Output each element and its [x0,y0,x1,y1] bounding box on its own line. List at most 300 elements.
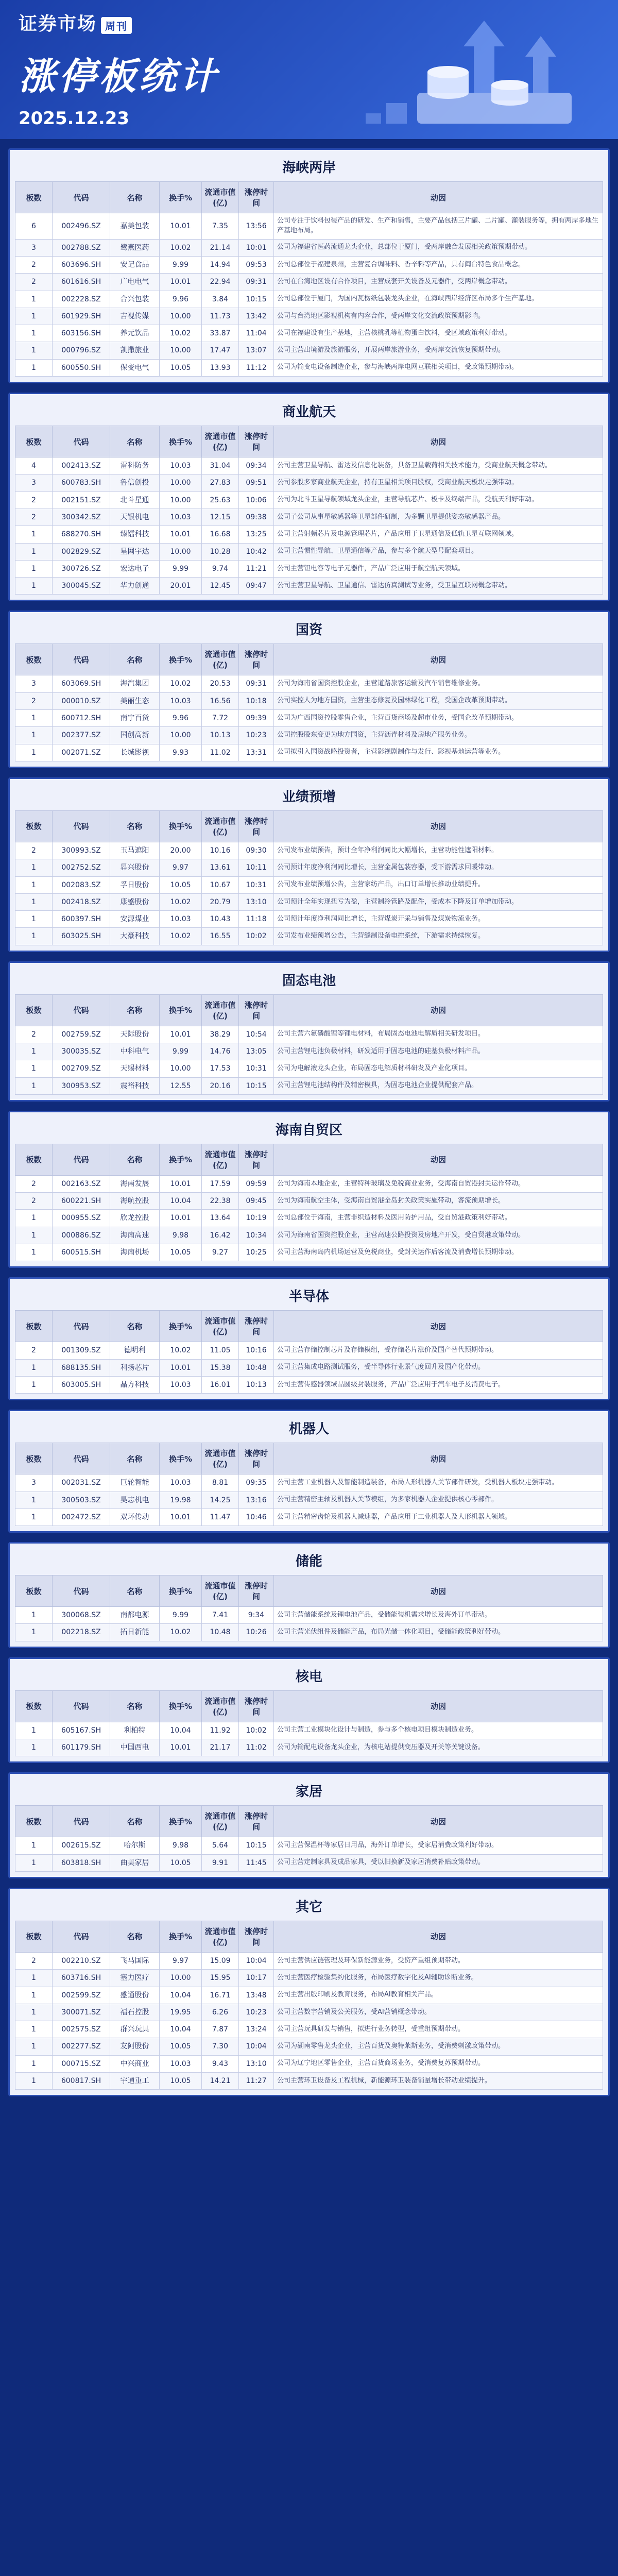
column-header: 板数 [15,1443,53,1475]
limit-up-table [15,1443,603,1526]
table-row [15,325,603,342]
cell-code: 002759.SZ [53,1026,110,1043]
cell-reason: 公司为海南本地企业，主营特种玻璃及免税商业业务，受海南自贸港封关运作带动。 [274,1175,603,1192]
cell-turnover: 9.93 [160,744,202,761]
limit-up-table [15,181,603,377]
cell-reason: 公司总部位于厦门，为国内瓦楞纸包装龙头企业，在海峡西岸经济区布局多个生产基地。 [274,291,603,308]
cell-mcap: 14.25 [202,1492,239,1509]
cell-code: 000886.SZ [53,1227,110,1244]
sector-section [8,393,610,601]
column-header: 动因 [274,644,603,675]
cell-reason: 公司为辽宁地区零售企业，主营百货商场业务，受消费复苏预期带动。 [274,2055,603,2072]
sector-section [8,1657,610,1764]
cell-code: 601616.SH [53,274,110,291]
cell-turnover: 9.99 [160,1043,202,1060]
cell-boards: 1 [15,1077,53,1094]
cell-boards: 3 [15,1475,53,1492]
column-header: 流通市值(亿) [202,1311,239,1342]
cell-name: 鲁信创投 [110,474,160,492]
table-row [15,256,603,273]
cell-code: 300045.SZ [53,578,110,595]
cell-time: 10:15 [239,1837,274,1854]
cell-mcap: 3.84 [202,291,239,308]
table-row [15,1026,603,1043]
cell-turnover: 12.55 [160,1077,202,1094]
table-row [15,1376,603,1393]
sector-section [8,1277,610,1400]
cell-reason: 公司主营惯性导航、卫星通信等产品，参与多个航天型号配套项目。 [274,543,603,560]
cell-mcap: 14.21 [202,2073,239,2090]
cell-boards: 1 [15,1854,53,1871]
cell-name: 保变电气 [110,359,160,376]
cell-boards: 1 [15,2021,53,2038]
cell-turnover: 9.99 [160,1607,202,1624]
cell-name: 群兴玩具 [110,2021,160,2038]
cell-boards: 2 [15,1342,53,1359]
cell-mcap: 25.63 [202,492,239,509]
cell-turnover: 9.97 [160,1952,202,1969]
cell-turnover: 9.96 [160,291,202,308]
cell-mcap: 15.95 [202,1970,239,1987]
cell-turnover: 10.02 [160,675,202,692]
sector-title: 国资 [295,622,322,638]
sector-title: 储能 [295,1554,322,1570]
cell-code: 000796.SZ [53,342,110,359]
cell-reason: 公司为电解液龙头企业，布局固态电解质材料研发及产业化项目。 [274,1060,603,1077]
cell-reason: 公司主营供应链管理及环保新能源业务，受资产重组预期带动。 [274,1952,603,1969]
cell-name: 安源煤业 [110,911,160,928]
cell-mcap: 17.59 [202,1175,239,1192]
cell-code: 300071.SZ [53,2004,110,2021]
cell-boards: 1 [15,859,53,876]
brand-name: 证券市场 [19,13,97,35]
cell-name: 广电电气 [110,274,160,291]
table-row [15,1359,603,1376]
cell-reason: 公司为广西国资控股零售企业，主营百货商场及超市业务，受国企改革预期带动。 [274,710,603,727]
cell-boards: 2 [15,1175,53,1192]
column-header: 换手% [160,644,202,675]
cell-reason: 公司实控人为地方国资，主营生态修复及园林绿化工程，受国企改革预期带动。 [274,692,603,709]
cell-boards: 1 [15,1624,53,1641]
table-row [15,2073,603,2090]
column-header: 换手% [160,1921,202,1952]
cell-turnover: 10.00 [160,1970,202,1987]
cell-boards: 1 [15,893,53,910]
table-header-row [15,1806,603,1837]
cell-reason: 公司主营集成电路测试服务，受半导体行业景气度回升及国产化带动。 [274,1359,603,1376]
column-header: 动因 [274,1144,603,1175]
cell-code: 002218.SZ [53,1624,110,1641]
cell-mcap: 7.87 [202,2021,239,2038]
sector-title: 机器人 [288,1421,329,1437]
cell-time: 11:21 [239,560,274,577]
column-header: 换手% [160,1144,202,1175]
table-header-row [15,810,603,842]
cell-turnover: 10.00 [160,727,202,744]
column-header: 板数 [15,1921,53,1952]
cell-turnover: 10.02 [160,325,202,342]
table-header-row [15,1443,603,1475]
table-row [15,1060,603,1077]
column-header: 换手% [160,994,202,1026]
cell-reason: 公司控股股东变更为地方国资，主营沥青材料及房地产服务业务。 [274,727,603,744]
limit-up-table [15,426,603,595]
cell-reason: 公司主营工业模块化设计与制造，参与多个核电项目模块制造业务。 [274,1722,603,1739]
cell-time: 13:07 [239,342,274,359]
cell-boards: 1 [15,2073,53,2090]
sector-section [8,1542,610,1648]
column-header: 换手% [160,1311,202,1342]
column-header: 动因 [274,1690,603,1722]
cell-mcap: 17.53 [202,1060,239,1077]
table-row [15,842,603,859]
cell-mcap: 9.91 [202,1854,239,1871]
cell-code: 000955.SZ [53,1210,110,1227]
cell-name: 养元饮品 [110,325,160,342]
cell-reason: 公司主营精密主轴及机器人关节模组，为多家机器人企业提供核心零部件。 [274,1492,603,1509]
cell-name: 华力创通 [110,578,160,595]
cell-code: 002829.SZ [53,543,110,560]
column-header: 流通市值(亿) [202,1443,239,1475]
sector-section [8,1410,610,1533]
cell-name: 天赐材料 [110,1060,160,1077]
cell-boards: 3 [15,474,53,492]
column-header: 换手% [160,1443,202,1475]
cell-code: 002163.SZ [53,1175,110,1192]
cell-name: 晶方科技 [110,1376,160,1393]
cell-code: 600515.SH [53,1244,110,1261]
table-row [15,342,603,359]
sector-section [8,1888,610,2096]
cell-code: 603716.SH [53,1970,110,1987]
cell-reason: 公司为湖南零售龙头企业，主营百货及奥特莱斯业务，受消费刺激政策带动。 [274,2038,603,2055]
column-header: 涨停时间 [239,1806,274,1837]
cell-turnover: 10.01 [160,213,202,240]
cell-boards: 1 [15,1722,53,1739]
cell-turnover: 10.01 [160,526,202,543]
column-header: 板数 [15,182,53,213]
column-header: 代码 [53,1311,110,1342]
cell-boards: 2 [15,509,53,526]
table-header-row [15,994,603,1026]
table-row [15,1077,603,1094]
cell-code: 002709.SZ [53,1060,110,1077]
column-header: 动因 [274,1806,603,1837]
column-header: 名称 [110,1311,160,1342]
cell-name: 天际股份 [110,1026,160,1043]
cell-turnover: 10.01 [160,1210,202,1227]
cell-reason: 公司主营卫星导航、卫星通信、雷达仿真测试等业务，受卫星互联网概念带动。 [274,578,603,595]
cell-turnover: 10.05 [160,876,202,893]
table-row [15,474,603,492]
table-row [15,1739,603,1756]
column-header: 涨停时间 [239,1921,274,1952]
cell-boards: 1 [15,1359,53,1376]
column-header: 代码 [53,1921,110,1952]
column-header: 流通市值(亿) [202,1921,239,1952]
cell-name: 北斗星通 [110,492,160,509]
column-header: 流通市值(亿) [202,182,239,213]
table-row [15,1244,603,1261]
cell-boards: 1 [15,1244,53,1261]
cell-reason: 公司为海南省国资控股企业，主营道路旅客运输及汽车销售维修业务。 [274,675,603,692]
column-header: 板数 [15,1806,53,1837]
cell-boards: 1 [15,1607,53,1624]
column-header: 涨停时间 [239,1144,274,1175]
column-header: 名称 [110,1806,160,1837]
cell-code: 002418.SZ [53,893,110,910]
cell-code: 001309.SZ [53,1342,110,1359]
cell-mcap: 9.74 [202,560,239,577]
table-row [15,308,603,325]
table-row [15,2038,603,2055]
cell-reason: 公司预计年度净利润同比增长，主营煤炭开采与销售及煤炭物流业务。 [274,911,603,928]
cell-time: 10:11 [239,859,274,876]
table-row [15,1987,603,2004]
table-row [15,578,603,595]
cell-name: 大豪科技 [110,928,160,945]
cell-time: 09:47 [239,578,274,595]
column-header: 流通市值(亿) [202,1575,239,1607]
cell-boards: 1 [15,543,53,560]
cell-boards: 6 [15,213,53,240]
table-row [15,291,603,308]
table-row [15,239,603,256]
column-header: 代码 [53,1806,110,1837]
column-header: 流通市值(亿) [202,810,239,842]
limit-up-table [15,994,603,1095]
cell-turnover: 10.03 [160,692,202,709]
cell-code: 002083.SZ [53,876,110,893]
table-row [15,543,603,560]
cell-mcap: 15.09 [202,1952,239,1969]
cell-time: 09:31 [239,675,274,692]
cell-boards: 1 [15,710,53,727]
cell-boards: 4 [15,457,53,474]
cell-code: 300342.SZ [53,509,110,526]
cell-mcap: 11.05 [202,1342,239,1359]
table-header-row [15,1921,603,1952]
cell-turnover: 10.03 [160,1376,202,1393]
cell-turnover: 9.99 [160,560,202,577]
cell-code: 000010.SZ [53,692,110,709]
cell-turnover: 9.99 [160,256,202,273]
cell-time: 09:59 [239,1175,274,1192]
cell-code: 300035.SZ [53,1043,110,1060]
cell-code: 600397.SH [53,911,110,928]
cell-mcap: 20.79 [202,893,239,910]
cell-code: 002151.SZ [53,492,110,509]
cell-mcap: 21.17 [202,1739,239,1756]
cell-name: 康盛股份 [110,893,160,910]
cell-code: 002210.SZ [53,1952,110,1969]
cell-reason: 公司主营传感器领域晶圆级封装服务，产品广泛应用于汽车电子及消费电子。 [274,1376,603,1393]
cell-turnover: 9.98 [160,1837,202,1854]
cell-code: 300503.SZ [53,1492,110,1509]
cell-name: 宏达电子 [110,560,160,577]
cell-time: 09:51 [239,474,274,492]
cell-turnover: 19.95 [160,2004,202,2021]
table-row [15,1854,603,1871]
cell-mcap: 13.61 [202,859,239,876]
cell-code: 601929.SH [53,308,110,325]
cell-name: 塞力医疗 [110,1970,160,1987]
cell-turnover: 10.01 [160,1026,202,1043]
column-header: 名称 [110,1690,160,1722]
table-row [15,1475,603,1492]
table-row [15,893,603,910]
cell-time: 13:56 [239,213,274,240]
cell-name: 凯撒旅业 [110,342,160,359]
cell-name: 宇通重工 [110,2073,160,2090]
cell-reason: 公司主营出境游及旅游服务，开展两岸旅游业务，受两岸交流恢复预期带动。 [274,342,603,359]
cell-code: 600712.SH [53,710,110,727]
cell-mcap: 13.64 [202,1210,239,1227]
table-row [15,2004,603,2021]
column-header: 代码 [53,1144,110,1175]
cell-reason: 公司为北斗卫星导航领域龙头企业，主营导航芯片、板卡及终端产品，受航天利好带动。 [274,492,603,509]
cell-mcap: 10.28 [202,543,239,560]
cell-turnover: 10.00 [160,308,202,325]
cell-code: 002413.SZ [53,457,110,474]
cell-code: 300953.SZ [53,1077,110,1094]
cell-boards: 2 [15,842,53,859]
cell-name: 福石控股 [110,2004,160,2021]
cell-name: 利柏特 [110,1722,160,1739]
table-row [15,1492,603,1509]
cell-turnover: 9.96 [160,710,202,727]
table-header-row [15,1311,603,1342]
cell-reason: 公司拟引入国资战略投资者，主营影视剧制作与发行、影视基地运营等业务。 [274,744,603,761]
cell-time: 09:38 [239,509,274,526]
table-row [15,1043,603,1060]
cell-time: 09:34 [239,457,274,474]
cell-turnover: 10.04 [160,1722,202,1739]
limit-up-table [15,1310,603,1394]
column-header: 名称 [110,1443,160,1475]
cell-mcap: 27.83 [202,474,239,492]
cell-turnover: 10.05 [160,359,202,376]
cell-turnover: 10.01 [160,1739,202,1756]
cell-time: 10:25 [239,1244,274,1261]
column-header: 换手% [160,1806,202,1837]
cell-time: 13:31 [239,744,274,761]
cell-boards: 1 [15,1492,53,1509]
cell-boards: 2 [15,1952,53,1969]
cell-reason: 公司主营精密齿轮及机器人减速器，产品应用于工业机器人及人形机器人领域。 [274,1509,603,1526]
cell-time: 10:17 [239,1970,274,1987]
cell-reason: 公司主营工业机器人及智能制造装备，布局人形机器人关节部件研发，受机器人板块走强带动。 [274,1475,603,1492]
cell-name: 震裕科技 [110,1077,160,1094]
cell-boards: 1 [15,1739,53,1756]
cell-turnover: 10.02 [160,893,202,910]
cell-boards: 1 [15,578,53,595]
column-header: 板数 [15,644,53,675]
column-header: 涨停时间 [239,426,274,457]
sector-section [8,1111,610,1268]
column-header: 板数 [15,1311,53,1342]
cell-reason: 公司主营储能系统及锂电池产品，受储能装机需求增长及海外订单带动。 [274,1607,603,1624]
cell-code: 603696.SH [53,256,110,273]
sector-title: 业绩预增 [282,789,336,805]
cell-name: 昊志机电 [110,1492,160,1509]
cell-code: 002031.SZ [53,1475,110,1492]
table-row [15,1210,603,1227]
table-row [15,1342,603,1359]
cell-name: 欣龙控股 [110,1210,160,1227]
table-row [15,1227,603,1244]
cell-time: 10:01 [239,239,274,256]
table-row [15,692,603,709]
table-row [15,509,603,526]
cell-turnover: 10.01 [160,1509,202,1526]
cell-mcap: 11.73 [202,308,239,325]
column-header: 换手% [160,1575,202,1607]
table-row [15,675,603,692]
column-header: 流通市值(亿) [202,1806,239,1837]
cell-reason: 公司专注于饮料包装产品的研发、生产和销售，主要产品包括三片罐、二片罐、灌装服务等，拥有两岸多地生产基地布局。 [274,213,603,240]
column-header: 代码 [53,426,110,457]
sector-section [8,961,610,1101]
cell-time: 10:15 [239,291,274,308]
cell-reason: 公司为海南省国资控股企业，主营高速公路投资及房地产开发，受自贸港政策带动。 [274,1227,603,1244]
column-header: 涨停时间 [239,182,274,213]
cell-name: 盛通股份 [110,1987,160,2004]
column-header: 动因 [274,1921,603,1952]
cell-mcap: 13.93 [202,359,239,376]
cell-mcap: 7.35 [202,213,239,240]
cell-name: 美丽生态 [110,692,160,709]
column-header: 名称 [110,1921,160,1952]
column-header: 名称 [110,1144,160,1175]
cell-mcap: 10.43 [202,911,239,928]
cell-name: 利扬芯片 [110,1359,160,1376]
table-row [15,213,603,240]
cell-time: 10:48 [239,1359,274,1376]
cell-time: 10:54 [239,1026,274,1043]
cell-reason: 公司在台湾地区设有合作项目，主营成套开关设备及元器件，受两岸概念带动。 [274,274,603,291]
cell-code: 300993.SZ [53,842,110,859]
cell-reason: 公司预计年度净利润同比增长，主营金属包装容器，受下游需求回暖带动。 [274,859,603,876]
cell-turnover: 10.04 [160,2021,202,2038]
cell-mcap: 5.64 [202,1837,239,1854]
cell-turnover: 9.98 [160,1227,202,1244]
cell-code: 688135.SH [53,1359,110,1376]
cell-reason: 公司主营出版印刷及教育服务，布局AI教育相关产品。 [274,1987,603,2004]
column-header: 涨停时间 [239,1575,274,1607]
cell-time: 11:04 [239,325,274,342]
table-row [15,2021,603,2038]
column-header: 流通市值(亿) [202,1144,239,1175]
cell-time: 10:23 [239,727,274,744]
cell-time: 11:27 [239,2073,274,2090]
column-header: 板数 [15,994,53,1026]
cell-reason: 公司发布业绩预增公告，主营家纺产品，出口订单增长推动业绩提升。 [274,876,603,893]
cell-mcap: 33.87 [202,325,239,342]
cell-turnover: 10.03 [160,911,202,928]
limit-up-table [15,1805,603,1872]
cell-boards: 2 [15,692,53,709]
cell-turnover: 10.02 [160,1624,202,1641]
cell-time: 10:18 [239,692,274,709]
cell-code: 300068.SZ [53,1607,110,1624]
cell-name: 吉视传媒 [110,308,160,325]
cell-time: 10:02 [239,1722,274,1739]
cell-boards: 3 [15,675,53,692]
cell-name: 玉马遮阳 [110,842,160,859]
cell-code: 002615.SZ [53,1837,110,1854]
cell-turnover: 10.03 [160,509,202,526]
